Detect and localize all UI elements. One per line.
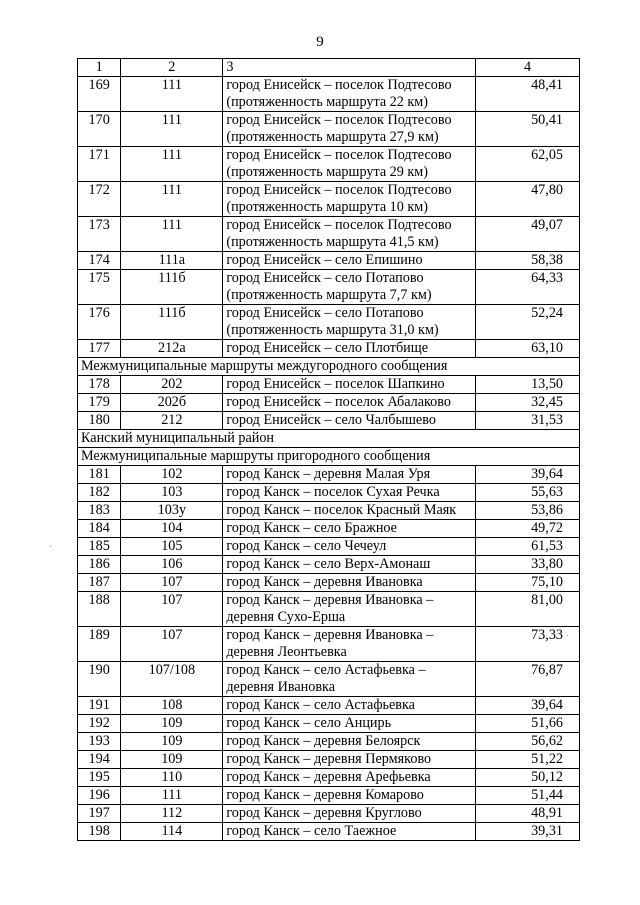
route-description-line: город Енисейск – поселок Подтесово: [226, 147, 452, 163]
route-description-line: город Енисейск – поселок Подтесово: [226, 217, 452, 233]
route-description-line: деревня Леонтьевка: [226, 644, 347, 660]
header-col-1: 1: [78, 59, 121, 77]
tariff-value: 53,86: [476, 502, 580, 520]
route-description: [223, 751, 476, 769]
row-number: 177: [78, 340, 121, 358]
route-number: 114: [121, 823, 223, 841]
table-row: [78, 538, 580, 556]
route-number: 111: [121, 182, 223, 217]
table-row: [78, 112, 580, 147]
page-number: 9: [316, 34, 324, 50]
table-row: [78, 305, 580, 340]
row-number: 191: [78, 697, 121, 715]
tariff-value: 81,00: [476, 592, 580, 627]
table-row: [78, 715, 580, 733]
route-number: 111: [121, 147, 223, 182]
section-title: Канский муниципальный район: [78, 430, 580, 448]
route-description-line: (протяженность маршрута 41,5 км): [226, 234, 439, 250]
tariff-value: 39,64: [476, 697, 580, 715]
table-row: [78, 182, 580, 217]
route-number: 202: [121, 376, 223, 394]
route-description-line: город Канск – деревня Круглово: [226, 805, 422, 821]
row-number: 190: [78, 662, 121, 697]
route-number: 103: [121, 484, 223, 502]
scan-mark: ·: [49, 542, 53, 553]
tariff-value: 49,72: [476, 520, 580, 538]
route-description-line: (протяженность маршрута 22 км): [226, 94, 429, 110]
route-description-line: город Канск – деревня Ивановка: [226, 574, 423, 590]
row-number: 179: [78, 394, 121, 412]
row-number: 178: [78, 376, 121, 394]
route-description-line: (протяженность маршрута 31,0 км): [226, 322, 439, 338]
tariff-value: 63,10: [476, 340, 580, 358]
route-description-line: деревня Ивановка: [226, 679, 336, 695]
route-description: [223, 182, 476, 217]
row-number: 186: [78, 556, 121, 574]
table-row: [78, 484, 580, 502]
section-title: Межмуниципальные маршруты междугородного сообщения: [78, 358, 580, 376]
row-number: 170: [78, 112, 121, 147]
route-description-line: город Канск – село Верх-Амонаш: [226, 556, 431, 572]
tariff-value: 50,41: [476, 112, 580, 147]
tariff-value: 51,22: [476, 751, 580, 769]
route-number: 102: [121, 466, 223, 484]
table-row: [78, 466, 580, 484]
tariff-value: 49,07: [476, 217, 580, 252]
route-description-line: город Енисейск – село Потапово: [226, 270, 424, 286]
route-description-line: город Канск – село Таежное: [226, 823, 397, 839]
route-description: [223, 112, 476, 147]
route-description: [223, 592, 476, 627]
route-description-line: город Канск – деревня Ивановка –: [226, 627, 434, 643]
table-row: [78, 627, 580, 662]
section-row: [78, 430, 580, 448]
table-row: [78, 662, 580, 697]
table-row: [78, 556, 580, 574]
route-description-line: город Канск – деревня Арефьевка: [226, 769, 431, 785]
route-description-line: город Канск – деревня Малая Уря: [226, 466, 431, 482]
route-description: [223, 787, 476, 805]
row-number: 175: [78, 270, 121, 305]
route-description-line: город Енисейск – село Плотбище: [226, 340, 428, 356]
row-number: 173: [78, 217, 121, 252]
route-number: 109: [121, 751, 223, 769]
route-number: 105: [121, 538, 223, 556]
route-number: 106: [121, 556, 223, 574]
route-number: 107: [121, 592, 223, 627]
route-number: 111: [121, 787, 223, 805]
route-description-line: (протяженность маршрута 29 км): [226, 164, 429, 180]
table-row: [78, 376, 580, 394]
route-description-line: город Канск – поселок Красный Маяк: [226, 502, 457, 518]
table-row: [78, 394, 580, 412]
tariff-value: 75,10: [476, 574, 580, 592]
route-description: [223, 574, 476, 592]
route-number: 212а: [121, 340, 223, 358]
route-description: [223, 502, 476, 520]
route-number: 111: [121, 112, 223, 147]
tariff-value: 39,64: [476, 466, 580, 484]
tariff-value: 31,53: [476, 412, 580, 430]
row-number: 197: [78, 805, 121, 823]
route-description-line: (протяженность маршрута 7,7 км): [226, 287, 432, 303]
route-description-line: город Енисейск – село Епишино: [226, 252, 423, 268]
route-number: 111б: [121, 305, 223, 340]
row-number: 180: [78, 412, 121, 430]
route-description-line: (протяженность маршрута 10 км): [226, 199, 429, 215]
route-number: 202б: [121, 394, 223, 412]
row-number: 196: [78, 787, 121, 805]
route-description: [223, 412, 476, 430]
route-number: 111: [121, 77, 223, 112]
tariff-value: 52,24: [476, 305, 580, 340]
route-number: 107/108: [121, 662, 223, 697]
section-title: Межмуниципальные маршруты пригородного сообщения: [78, 448, 580, 466]
tariff-value: 32,45: [476, 394, 580, 412]
table-row: [78, 77, 580, 112]
route-description-line: город Канск – поселок Сухая Речка: [226, 484, 440, 500]
header-col-2: 2: [121, 59, 223, 77]
route-description: [223, 466, 476, 484]
route-description: [223, 538, 476, 556]
row-number: 181: [78, 466, 121, 484]
route-number: 104: [121, 520, 223, 538]
table-row: [78, 697, 580, 715]
route-description-line: город Енисейск – село Потапово: [226, 305, 424, 321]
route-number: 111: [121, 217, 223, 252]
tariff-value: 33,80: [476, 556, 580, 574]
row-number: 195: [78, 769, 121, 787]
tariff-value: 39,31: [476, 823, 580, 841]
tariff-value: 58,38: [476, 252, 580, 270]
tariff-value: 48,91: [476, 805, 580, 823]
row-number: 182: [78, 484, 121, 502]
tariff-value: 48,41: [476, 77, 580, 112]
route-description: [223, 823, 476, 841]
table-row: [78, 412, 580, 430]
route-description-line: город Канск – деревня Ивановка –: [226, 592, 434, 608]
route-description-line: (протяженность маршрута 27,9 км): [226, 129, 439, 145]
row-number: 184: [78, 520, 121, 538]
route-description-line: город Канск – село Чечеул: [226, 538, 387, 554]
tariff-value: 55,63: [476, 484, 580, 502]
route-description: [223, 217, 476, 252]
route-description: [223, 147, 476, 182]
route-description: [223, 252, 476, 270]
tariff-value: 73,33: [476, 627, 580, 662]
table-row: [78, 751, 580, 769]
route-description: [223, 270, 476, 305]
section-row: [78, 358, 580, 376]
tariff-value: 51,66: [476, 715, 580, 733]
table-row: [78, 787, 580, 805]
table-header-row: [78, 59, 580, 77]
row-number: 189: [78, 627, 121, 662]
route-description: [223, 769, 476, 787]
route-number: 109: [121, 715, 223, 733]
route-description-line: город Канск – деревня Белоярск: [226, 733, 421, 749]
route-description-line: город Енисейск – поселок Подтесово: [226, 112, 452, 128]
route-number: 212: [121, 412, 223, 430]
row-number: 172: [78, 182, 121, 217]
header-col-4: 4: [476, 59, 580, 77]
route-description: [223, 305, 476, 340]
tariff-value: 50,12: [476, 769, 580, 787]
route-description-line: город Енисейск – поселок Шапкино: [226, 376, 445, 392]
route-description: [223, 805, 476, 823]
row-number: 192: [78, 715, 121, 733]
route-description: [223, 556, 476, 574]
row-number: 176: [78, 305, 121, 340]
row-number: 174: [78, 252, 121, 270]
route-description: [223, 697, 476, 715]
route-description: [223, 715, 476, 733]
tariff-value: 76,87: [476, 662, 580, 697]
route-description: [223, 662, 476, 697]
table-row: [78, 520, 580, 538]
route-number: 108: [121, 697, 223, 715]
route-number: 107: [121, 627, 223, 662]
table-row: [78, 733, 580, 751]
row-number: 198: [78, 823, 121, 841]
route-number: 112: [121, 805, 223, 823]
row-number: 188: [78, 592, 121, 627]
header-col-3: 3: [223, 59, 476, 77]
tariff-value: 56,62: [476, 733, 580, 751]
route-description-line: город Канск – деревня Пермяково: [226, 751, 432, 767]
row-number: 193: [78, 733, 121, 751]
route-number: 103у: [121, 502, 223, 520]
table-row: [78, 270, 580, 305]
row-number: 183: [78, 502, 121, 520]
row-number: 194: [78, 751, 121, 769]
table-row: [78, 340, 580, 358]
table-row: [78, 252, 580, 270]
route-number: 111а: [121, 252, 223, 270]
table-row: [78, 574, 580, 592]
row-number: 187: [78, 574, 121, 592]
route-description: [223, 77, 476, 112]
tariff-value: 47,80: [476, 182, 580, 217]
table-row: [78, 592, 580, 627]
tariff-value: 62,05: [476, 147, 580, 182]
routes-table: [77, 58, 580, 841]
route-description-line: город Енисейск – село Чалбышево: [226, 412, 436, 428]
route-description-line: город Канск – деревня Комарово: [226, 787, 424, 803]
tariff-value: 64,33: [476, 270, 580, 305]
table-body: [78, 77, 580, 841]
route-description: [223, 484, 476, 502]
route-description: [223, 340, 476, 358]
table-row: [78, 502, 580, 520]
row-number: 171: [78, 147, 121, 182]
route-description: [223, 394, 476, 412]
route-description-line: город Канск – село Астафьевка –: [226, 662, 426, 678]
route-description-line: деревня Сухо-Ерша: [226, 609, 346, 625]
section-row: [78, 448, 580, 466]
route-number: 111б: [121, 270, 223, 305]
row-number: 169: [78, 77, 121, 112]
table-row: [78, 805, 580, 823]
route-number: 110: [121, 769, 223, 787]
route-description: [223, 733, 476, 751]
tariff-value: 61,53: [476, 538, 580, 556]
route-description-line: город Енисейск – поселок Подтесово: [226, 182, 452, 198]
route-description: [223, 376, 476, 394]
row-number: 185: [78, 538, 121, 556]
route-description-line: город Канск – село Астафьевка: [226, 697, 415, 713]
table-row: [78, 769, 580, 787]
tariff-value: 51,44: [476, 787, 580, 805]
route-description: [223, 520, 476, 538]
tariff-value: 13,50: [476, 376, 580, 394]
route-description-line: город Енисейск – поселок Абалаково: [226, 394, 451, 410]
table-row: [78, 823, 580, 841]
scan-mark: ·: [566, 631, 570, 642]
route-description-line: город Енисейск – поселок Подтесово: [226, 77, 452, 93]
route-number: 109: [121, 733, 223, 751]
route-description: [223, 627, 476, 662]
table-row: [78, 147, 580, 182]
route-description-line: город Канск – село Анцирь: [226, 715, 392, 731]
table-row: [78, 217, 580, 252]
route-description-line: город Канск – село Бражное: [226, 520, 397, 536]
route-number: 107: [121, 574, 223, 592]
